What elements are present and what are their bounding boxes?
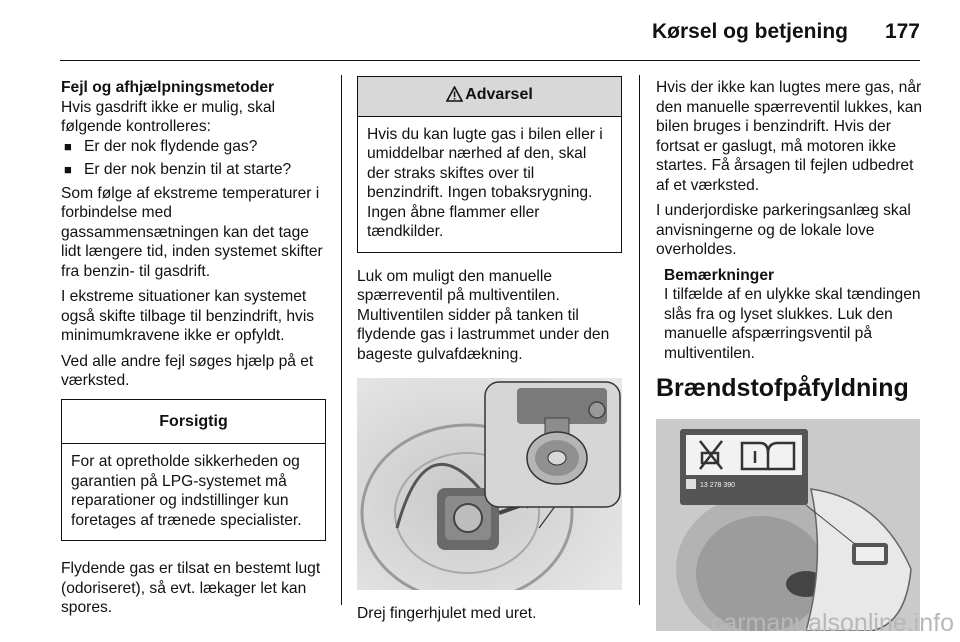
warning-title: Advarsel — [465, 86, 533, 103]
paragraph: I ekstreme situationer kan systemet også skifte tilbage til benzindrift, hvis minimumkravene ikke er opfyldt. — [61, 288, 315, 344]
caution-text: For at opretholde sikkerheden og garantien på LPG-systemet må reparationer og indstillinger kun foretages af trænede specialister. — [71, 453, 302, 529]
square-bullet-icon: ■ — [64, 162, 72, 177]
warning-triangle-icon — [446, 86, 463, 108]
paragraph: I underjordiske parkeringsanlæg skal anvisningerne og de lokale love overholdes. — [656, 202, 911, 258]
bullet-item — [61, 160, 326, 180]
note-text: I tilfælde af en ulykke skal tændingen slås fra og lyset slukkes. Luk den manuelle afspærringsventil på multiventilen. — [664, 286, 921, 362]
note-title: Bemærkninger — [664, 266, 775, 284]
warning-box — [357, 76, 622, 253]
square-bullet-icon: ■ — [64, 138, 72, 154]
label-number: 13 278 390 — [700, 482, 736, 489]
header-divider — [60, 60, 920, 61]
column-right — [656, 78, 924, 631]
paragraph: Som følge af ekstreme temperaturer i forbindelse med gassammensætningen kan det tage lidt længere tid, inden systemet skifter fra benzin- til gasdrift. — [61, 184, 323, 280]
paragraph: Flydende gas er tilsat en bestemt lugt (odoriseret), så evt. lækager let kan spores. — [61, 560, 321, 616]
column-left — [61, 78, 326, 624]
bullet-text: Er der nok benzin til at starte? — [84, 161, 292, 178]
bullet-text: Er der nok flydende gas? — [84, 137, 258, 155]
figure-caption: Drej fingerhjulet med uret. — [357, 605, 537, 622]
warning-header — [358, 77, 621, 117]
note-block — [656, 266, 924, 364]
caution-title: Forsigtig — [62, 400, 325, 445]
paragraph: Ved alle andre fejl søges hjælp på et værksted. — [61, 352, 314, 389]
paragraph: Hvis der ikke kan lugtes mere gas, når den manuelle spærreventil lukkes, kan bilen bruges i benzindrift. Hvis der fortsat er gaslugt, må motoren ikke startes. Få årsagen til fejlen udbedret af et værksted. — [656, 79, 923, 194]
troubleshooting-heading: Fejl og afhjælpningsmetoder — [61, 79, 275, 96]
intro-text: Hvis gasdrift ikke er mulig, skal følgende kontrolleres: — [61, 98, 276, 135]
page-header — [0, 0, 960, 60]
column-middle — [357, 76, 622, 630]
page-number: 177 — [884, 20, 920, 43]
section-title: Brændstofpåfyldning — [656, 374, 909, 402]
caution-box — [61, 399, 326, 542]
multivalve-illustration — [357, 378, 622, 590]
bullet-item — [61, 137, 326, 157]
column-divider-right — [639, 75, 640, 605]
fuel-flap-illustration — [656, 419, 920, 631]
chapter-title: Kørsel og betjening — [651, 20, 848, 43]
warning-text: Hvis du kan lugte gas i bilen eller i umiddelbar nærhed af den, skal der straks skiftes over til benzindrift. Ingen tobaksrygning. Ingen åbne flammer eller tændkilder. — [367, 125, 603, 240]
paragraph: Luk om muligt den manuelle spærreventil på multiventilen. Multiventilen sidder på tanken til flydende gas i lastrummet under den bageste gulvafdækning. — [357, 267, 610, 363]
watermark: carmanualsonline.info — [710, 609, 954, 637]
column-divider-left — [341, 75, 342, 605]
